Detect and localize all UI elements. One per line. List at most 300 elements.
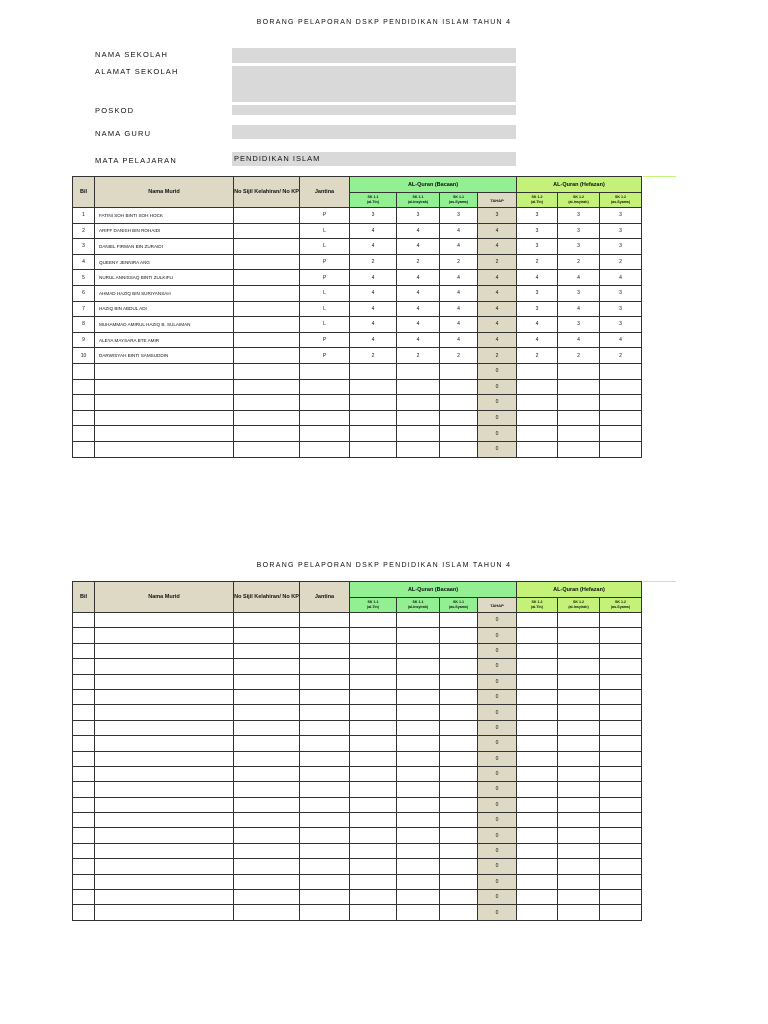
cell-bacaan-1[interactable] — [350, 797, 397, 812]
cell-bil[interactable] — [73, 751, 95, 766]
cell-bacaan-2[interactable] — [397, 720, 440, 735]
cell-bacaan-3[interactable]: 2 — [440, 254, 478, 270]
cell-bacaan-1[interactable] — [350, 689, 397, 704]
cell-hafazan-1[interactable] — [517, 689, 558, 704]
cell-no-kp[interactable] — [234, 239, 300, 255]
cell-bacaan-1[interactable] — [350, 782, 397, 797]
cell-tahap[interactable]: 4 — [478, 332, 517, 348]
cell-hafazan-2[interactable] — [558, 813, 600, 828]
cell-bacaan-2[interactable] — [397, 782, 440, 797]
cell-jantina[interactable] — [300, 843, 350, 858]
cell-hafazan-3[interactable]: 4 — [600, 332, 642, 348]
cell-hafazan-1[interactable] — [517, 859, 558, 874]
cell-bacaan-3[interactable] — [440, 410, 478, 426]
cell-bil[interactable] — [73, 674, 95, 689]
cell-nama-murid[interactable] — [95, 751, 234, 766]
cell-bacaan-2[interactable]: 4 — [397, 317, 440, 333]
cell-nama-murid[interactable] — [95, 689, 234, 704]
cell-hafazan-1[interactable] — [517, 441, 558, 457]
cell-hafazan-2[interactable]: 3 — [558, 223, 600, 239]
cell-tahap[interactable]: 2 — [478, 348, 517, 364]
cell-nama-murid[interactable] — [95, 843, 234, 858]
cell-hafazan-1[interactable] — [517, 659, 558, 674]
cell-hafazan-3[interactable] — [600, 628, 642, 643]
cell-bacaan-2[interactable]: 2 — [397, 348, 440, 364]
cell-hafazan-2[interactable] — [558, 410, 600, 426]
cell-bacaan-2[interactable] — [397, 736, 440, 751]
cell-no-kp[interactable] — [234, 643, 300, 658]
cell-bacaan-3[interactable] — [440, 395, 478, 411]
cell-hafazan-2[interactable] — [558, 905, 600, 920]
cell-bacaan-3[interactable] — [440, 705, 478, 720]
cell-hafazan-3[interactable]: 2 — [600, 348, 642, 364]
cell-hafazan-1[interactable]: 3 — [517, 285, 558, 301]
cell-bacaan-3[interactable] — [440, 659, 478, 674]
cell-jantina[interactable] — [300, 410, 350, 426]
cell-jantina[interactable]: P — [300, 208, 350, 224]
cell-bacaan-3[interactable]: 4 — [440, 223, 478, 239]
cell-bacaan-2[interactable] — [397, 813, 440, 828]
cell-jantina[interactable]: L — [300, 223, 350, 239]
cell-hafazan-1[interactable] — [517, 379, 558, 395]
cell-no-kp[interactable] — [234, 705, 300, 720]
cell-bil[interactable] — [73, 643, 95, 658]
cell-hafazan-2[interactable] — [558, 782, 600, 797]
cell-hafazan-1[interactable] — [517, 628, 558, 643]
cell-tahap[interactable]: 4 — [478, 301, 517, 317]
cell-bacaan-3[interactable] — [440, 905, 478, 920]
cell-tahap[interactable]: 2 — [478, 254, 517, 270]
cell-hafazan-2[interactable]: 4 — [558, 270, 600, 286]
cell-bacaan-3[interactable] — [440, 689, 478, 704]
cell-bacaan-3[interactable] — [440, 874, 478, 889]
cell-hafazan-1[interactable] — [517, 720, 558, 735]
cell-tahap[interactable]: 4 — [478, 223, 517, 239]
field-nama-guru[interactable] — [232, 125, 516, 139]
cell-bacaan-2[interactable]: 4 — [397, 270, 440, 286]
cell-jantina[interactable] — [300, 689, 350, 704]
field-alamat-sekolah[interactable] — [232, 66, 516, 102]
cell-tahap[interactable]: 0 — [478, 363, 517, 379]
cell-hafazan-1[interactable] — [517, 782, 558, 797]
cell-bacaan-3[interactable]: 2 — [440, 348, 478, 364]
cell-bacaan-3[interactable] — [440, 751, 478, 766]
cell-hafazan-1[interactable] — [517, 426, 558, 442]
cell-jantina[interactable] — [300, 379, 350, 395]
cell-hafazan-1[interactable]: 2 — [517, 254, 558, 270]
cell-jantina[interactable] — [300, 363, 350, 379]
cell-bil[interactable]: 4 — [73, 254, 95, 270]
cell-tahap[interactable]: 0 — [478, 813, 517, 828]
cell-jantina[interactable] — [300, 797, 350, 812]
cell-nama-murid[interactable] — [95, 410, 234, 426]
cell-nama-murid[interactable] — [95, 905, 234, 920]
cell-hafazan-2[interactable] — [558, 441, 600, 457]
cell-hafazan-3[interactable] — [600, 828, 642, 843]
cell-nama-murid[interactable] — [95, 643, 234, 658]
cell-no-kp[interactable] — [234, 890, 300, 905]
cell-hafazan-3[interactable] — [600, 843, 642, 858]
cell-tahap[interactable]: 0 — [478, 736, 517, 751]
cell-no-kp[interactable] — [234, 859, 300, 874]
cell-no-kp[interactable] — [234, 285, 300, 301]
cell-hafazan-1[interactable] — [517, 813, 558, 828]
cell-tahap[interactable]: 0 — [478, 859, 517, 874]
cell-bacaan-3[interactable]: 4 — [440, 332, 478, 348]
cell-no-kp[interactable] — [234, 905, 300, 920]
cell-bacaan-2[interactable] — [397, 705, 440, 720]
cell-nama-murid[interactable] — [95, 628, 234, 643]
cell-hafazan-3[interactable] — [600, 782, 642, 797]
cell-bacaan-1[interactable]: 4 — [350, 285, 397, 301]
cell-hafazan-2[interactable] — [558, 426, 600, 442]
cell-bacaan-2[interactable]: 4 — [397, 285, 440, 301]
cell-bacaan-2[interactable] — [397, 828, 440, 843]
cell-bil[interactable]: 2 — [73, 223, 95, 239]
cell-hafazan-3[interactable] — [600, 813, 642, 828]
cell-bacaan-3[interactable] — [440, 720, 478, 735]
cell-hafazan-2[interactable] — [558, 674, 600, 689]
cell-no-kp[interactable] — [234, 348, 300, 364]
cell-hafazan-3[interactable] — [600, 441, 642, 457]
cell-jantina[interactable] — [300, 441, 350, 457]
cell-bacaan-1[interactable] — [350, 720, 397, 735]
cell-jantina[interactable] — [300, 828, 350, 843]
cell-bacaan-3[interactable] — [440, 643, 478, 658]
cell-hafazan-2[interactable] — [558, 890, 600, 905]
cell-bacaan-1[interactable] — [350, 441, 397, 457]
cell-nama-murid[interactable]: QUEENY JENNIRA ANG — [95, 254, 234, 270]
cell-hafazan-1[interactable]: 3 — [517, 208, 558, 224]
cell-hafazan-2[interactable] — [558, 751, 600, 766]
cell-bacaan-1[interactable] — [350, 659, 397, 674]
cell-hafazan-3[interactable] — [600, 659, 642, 674]
cell-no-kp[interactable] — [234, 613, 300, 628]
cell-bacaan-3[interactable] — [440, 379, 478, 395]
cell-jantina[interactable] — [300, 751, 350, 766]
cell-no-kp[interactable] — [234, 828, 300, 843]
cell-hafazan-2[interactable] — [558, 613, 600, 628]
cell-tahap[interactable]: 0 — [478, 890, 517, 905]
cell-hafazan-3[interactable] — [600, 797, 642, 812]
cell-nama-murid[interactable] — [95, 659, 234, 674]
cell-tahap[interactable]: 0 — [478, 782, 517, 797]
cell-bil[interactable] — [73, 828, 95, 843]
cell-bacaan-3[interactable] — [440, 736, 478, 751]
cell-tahap[interactable]: 0 — [478, 395, 517, 411]
cell-bacaan-1[interactable] — [350, 426, 397, 442]
cell-bil[interactable] — [73, 874, 95, 889]
cell-bacaan-3[interactable] — [440, 797, 478, 812]
cell-bil[interactable] — [73, 736, 95, 751]
cell-nama-murid[interactable] — [95, 782, 234, 797]
cell-bil[interactable] — [73, 426, 95, 442]
cell-bacaan-1[interactable] — [350, 874, 397, 889]
cell-nama-murid[interactable]: FATINI SOH BINTI SOH HOCK — [95, 208, 234, 224]
cell-hafazan-1[interactable] — [517, 395, 558, 411]
cell-bacaan-2[interactable] — [397, 613, 440, 628]
cell-hafazan-1[interactable] — [517, 751, 558, 766]
cell-bacaan-2[interactable] — [397, 643, 440, 658]
cell-bacaan-3[interactable] — [440, 813, 478, 828]
cell-bacaan-3[interactable] — [440, 859, 478, 874]
cell-hafazan-1[interactable]: 3 — [517, 223, 558, 239]
cell-tahap[interactable]: 0 — [478, 613, 517, 628]
cell-nama-murid[interactable] — [95, 426, 234, 442]
cell-hafazan-2[interactable] — [558, 379, 600, 395]
cell-no-kp[interactable] — [234, 332, 300, 348]
cell-bacaan-1[interactable] — [350, 395, 397, 411]
cell-jantina[interactable] — [300, 659, 350, 674]
cell-hafazan-1[interactable]: 3 — [517, 301, 558, 317]
cell-bacaan-3[interactable] — [440, 828, 478, 843]
cell-bacaan-1[interactable]: 4 — [350, 332, 397, 348]
cell-jantina[interactable] — [300, 426, 350, 442]
cell-bil[interactable]: 8 — [73, 317, 95, 333]
cell-bil[interactable] — [73, 628, 95, 643]
cell-hafazan-1[interactable] — [517, 674, 558, 689]
cell-nama-murid[interactable]: HAZIQ BIN ABDUL ADI — [95, 301, 234, 317]
cell-hafazan-2[interactable] — [558, 828, 600, 843]
cell-no-kp[interactable] — [234, 813, 300, 828]
cell-bacaan-2[interactable] — [397, 859, 440, 874]
cell-bacaan-2[interactable] — [397, 659, 440, 674]
cell-bacaan-2[interactable] — [397, 379, 440, 395]
cell-bacaan-3[interactable] — [440, 766, 478, 781]
cell-bacaan-1[interactable]: 2 — [350, 254, 397, 270]
cell-nama-murid[interactable]: DARWISYAH BINTI SAMSUDDIN — [95, 348, 234, 364]
cell-bacaan-1[interactable]: 2 — [350, 348, 397, 364]
cell-bacaan-1[interactable] — [350, 905, 397, 920]
cell-bacaan-3[interactable] — [440, 782, 478, 797]
cell-tahap[interactable]: 4 — [478, 285, 517, 301]
cell-hafazan-1[interactable] — [517, 890, 558, 905]
cell-hafazan-3[interactable] — [600, 379, 642, 395]
cell-hafazan-3[interactable] — [600, 905, 642, 920]
cell-tahap[interactable]: 4 — [478, 270, 517, 286]
cell-bacaan-1[interactable] — [350, 766, 397, 781]
cell-bacaan-1[interactable] — [350, 643, 397, 658]
cell-nama-murid[interactable] — [95, 395, 234, 411]
cell-nama-murid[interactable] — [95, 766, 234, 781]
cell-jantina[interactable] — [300, 674, 350, 689]
cell-hafazan-3[interactable]: 3 — [600, 223, 642, 239]
cell-bacaan-2[interactable] — [397, 797, 440, 812]
field-poskod[interactable] — [232, 105, 516, 115]
cell-bil[interactable] — [73, 782, 95, 797]
cell-bacaan-1[interactable] — [350, 859, 397, 874]
cell-bil[interactable] — [73, 720, 95, 735]
cell-nama-murid[interactable] — [95, 859, 234, 874]
cell-hafazan-2[interactable]: 3 — [558, 285, 600, 301]
cell-bacaan-1[interactable]: 4 — [350, 270, 397, 286]
cell-hafazan-3[interactable] — [600, 674, 642, 689]
cell-hafazan-3[interactable] — [600, 859, 642, 874]
cell-hafazan-3[interactable] — [600, 363, 642, 379]
cell-jantina[interactable] — [300, 766, 350, 781]
cell-bacaan-2[interactable]: 2 — [397, 254, 440, 270]
cell-bil[interactable]: 1 — [73, 208, 95, 224]
cell-no-kp[interactable] — [234, 208, 300, 224]
cell-bacaan-1[interactable] — [350, 628, 397, 643]
cell-bil[interactable] — [73, 705, 95, 720]
cell-jantina[interactable]: P — [300, 254, 350, 270]
cell-jantina[interactable]: L — [300, 239, 350, 255]
cell-bacaan-2[interactable] — [397, 874, 440, 889]
cell-bacaan-2[interactable]: 4 — [397, 223, 440, 239]
cell-nama-murid[interactable] — [95, 874, 234, 889]
cell-no-kp[interactable] — [234, 766, 300, 781]
cell-bil[interactable] — [73, 766, 95, 781]
cell-nama-murid[interactable] — [95, 797, 234, 812]
cell-bacaan-2[interactable] — [397, 751, 440, 766]
cell-hafazan-3[interactable] — [600, 720, 642, 735]
cell-tahap[interactable]: 0 — [478, 751, 517, 766]
cell-bacaan-2[interactable] — [397, 890, 440, 905]
cell-bil[interactable] — [73, 797, 95, 812]
cell-bil[interactable] — [73, 379, 95, 395]
cell-no-kp[interactable] — [234, 797, 300, 812]
cell-hafazan-3[interactable] — [600, 890, 642, 905]
cell-bacaan-1[interactable]: 3 — [350, 208, 397, 224]
cell-hafazan-2[interactable]: 4 — [558, 301, 600, 317]
cell-tahap[interactable]: 0 — [478, 379, 517, 395]
cell-bacaan-3[interactable] — [440, 613, 478, 628]
cell-bil[interactable]: 10 — [73, 348, 95, 364]
cell-hafazan-3[interactable]: 2 — [600, 254, 642, 270]
cell-hafazan-2[interactable] — [558, 736, 600, 751]
cell-hafazan-2[interactable] — [558, 643, 600, 658]
cell-hafazan-2[interactable] — [558, 766, 600, 781]
cell-bil[interactable] — [73, 689, 95, 704]
cell-nama-murid[interactable] — [95, 720, 234, 735]
cell-bil[interactable] — [73, 890, 95, 905]
cell-hafazan-2[interactable]: 3 — [558, 208, 600, 224]
cell-no-kp[interactable] — [234, 874, 300, 889]
cell-bacaan-3[interactable] — [440, 426, 478, 442]
cell-no-kp[interactable] — [234, 426, 300, 442]
cell-nama-murid[interactable] — [95, 890, 234, 905]
cell-jantina[interactable]: L — [300, 317, 350, 333]
cell-bil[interactable]: 3 — [73, 239, 95, 255]
cell-bacaan-2[interactable] — [397, 905, 440, 920]
cell-hafazan-3[interactable]: 3 — [600, 285, 642, 301]
cell-bacaan-1[interactable]: 4 — [350, 317, 397, 333]
cell-bacaan-3[interactable]: 3 — [440, 208, 478, 224]
cell-jantina[interactable] — [300, 613, 350, 628]
cell-hafazan-1[interactable] — [517, 613, 558, 628]
cell-hafazan-3[interactable] — [600, 613, 642, 628]
cell-bil[interactable] — [73, 859, 95, 874]
cell-bil[interactable]: 7 — [73, 301, 95, 317]
cell-bacaan-2[interactable]: 4 — [397, 239, 440, 255]
cell-nama-murid[interactable]: MUHAMMAD AMIRUL HAZIQ B. SULAIMAN — [95, 317, 234, 333]
cell-bacaan-2[interactable] — [397, 426, 440, 442]
cell-bacaan-3[interactable]: 4 — [440, 270, 478, 286]
cell-tahap[interactable]: 3 — [478, 208, 517, 224]
cell-jantina[interactable] — [300, 720, 350, 735]
cell-hafazan-1[interactable] — [517, 843, 558, 858]
cell-bil[interactable] — [73, 905, 95, 920]
cell-hafazan-1[interactable]: 2 — [517, 348, 558, 364]
cell-bacaan-1[interactable] — [350, 363, 397, 379]
cell-hafazan-1[interactable]: 4 — [517, 317, 558, 333]
cell-bacaan-2[interactable] — [397, 363, 440, 379]
cell-hafazan-2[interactable] — [558, 363, 600, 379]
cell-bacaan-2[interactable] — [397, 689, 440, 704]
cell-hafazan-1[interactable]: 4 — [517, 270, 558, 286]
cell-bacaan-3[interactable] — [440, 363, 478, 379]
cell-hafazan-2[interactable] — [558, 395, 600, 411]
cell-hafazan-1[interactable]: 4 — [517, 332, 558, 348]
cell-bacaan-1[interactable] — [350, 613, 397, 628]
cell-bil[interactable] — [73, 410, 95, 426]
cell-jantina[interactable]: P — [300, 270, 350, 286]
cell-hafazan-1[interactable] — [517, 736, 558, 751]
cell-jantina[interactable] — [300, 890, 350, 905]
cell-nama-murid[interactable] — [95, 736, 234, 751]
cell-bil[interactable]: 9 — [73, 332, 95, 348]
cell-hafazan-1[interactable] — [517, 410, 558, 426]
cell-bil[interactable]: 6 — [73, 285, 95, 301]
cell-nama-murid[interactable]: DANIEL FIRMAN BIN ZURAIDI — [95, 239, 234, 255]
cell-no-kp[interactable] — [234, 751, 300, 766]
cell-tahap[interactable]: 0 — [478, 797, 517, 812]
cell-bil[interactable] — [73, 843, 95, 858]
cell-bil[interactable] — [73, 613, 95, 628]
cell-bacaan-3[interactable]: 4 — [440, 239, 478, 255]
cell-hafazan-2[interactable]: 2 — [558, 254, 600, 270]
cell-tahap[interactable]: 0 — [478, 674, 517, 689]
cell-hafazan-1[interactable] — [517, 828, 558, 843]
cell-nama-murid[interactable] — [95, 613, 234, 628]
cell-bil[interactable] — [73, 395, 95, 411]
cell-bacaan-2[interactable] — [397, 766, 440, 781]
cell-bacaan-1[interactable] — [350, 890, 397, 905]
cell-bacaan-1[interactable] — [350, 828, 397, 843]
cell-hafazan-3[interactable]: 3 — [600, 301, 642, 317]
cell-no-kp[interactable] — [234, 317, 300, 333]
cell-bacaan-1[interactable] — [350, 379, 397, 395]
cell-hafazan-2[interactable]: 4 — [558, 332, 600, 348]
cell-tahap[interactable]: 4 — [478, 239, 517, 255]
cell-bacaan-3[interactable]: 4 — [440, 285, 478, 301]
cell-jantina[interactable] — [300, 859, 350, 874]
cell-bacaan-3[interactable] — [440, 843, 478, 858]
cell-bacaan-1[interactable] — [350, 705, 397, 720]
cell-tahap[interactable]: 0 — [478, 659, 517, 674]
cell-hafazan-3[interactable] — [600, 410, 642, 426]
cell-bil[interactable]: 5 — [73, 270, 95, 286]
cell-hafazan-1[interactable]: 3 — [517, 239, 558, 255]
cell-nama-murid[interactable]: ALEYA MAYSARA BTE AMIR — [95, 332, 234, 348]
cell-bil[interactable] — [73, 441, 95, 457]
cell-hafazan-3[interactable] — [600, 705, 642, 720]
cell-nama-murid[interactable]: NURUL ANNISSAQ BINTI ZULKIFLI — [95, 270, 234, 286]
cell-no-kp[interactable] — [234, 301, 300, 317]
cell-bacaan-1[interactable]: 4 — [350, 301, 397, 317]
cell-bacaan-2[interactable]: 4 — [397, 301, 440, 317]
cell-tahap[interactable]: 0 — [478, 720, 517, 735]
cell-tahap[interactable]: 0 — [478, 689, 517, 704]
cell-hafazan-1[interactable] — [517, 705, 558, 720]
cell-bacaan-2[interactable] — [397, 628, 440, 643]
cell-bacaan-1[interactable] — [350, 813, 397, 828]
cell-bacaan-1[interactable] — [350, 674, 397, 689]
cell-no-kp[interactable] — [234, 441, 300, 457]
cell-nama-murid[interactable]: ARIFF DANISH BIN ROHAIDI — [95, 223, 234, 239]
cell-bacaan-3[interactable] — [440, 674, 478, 689]
